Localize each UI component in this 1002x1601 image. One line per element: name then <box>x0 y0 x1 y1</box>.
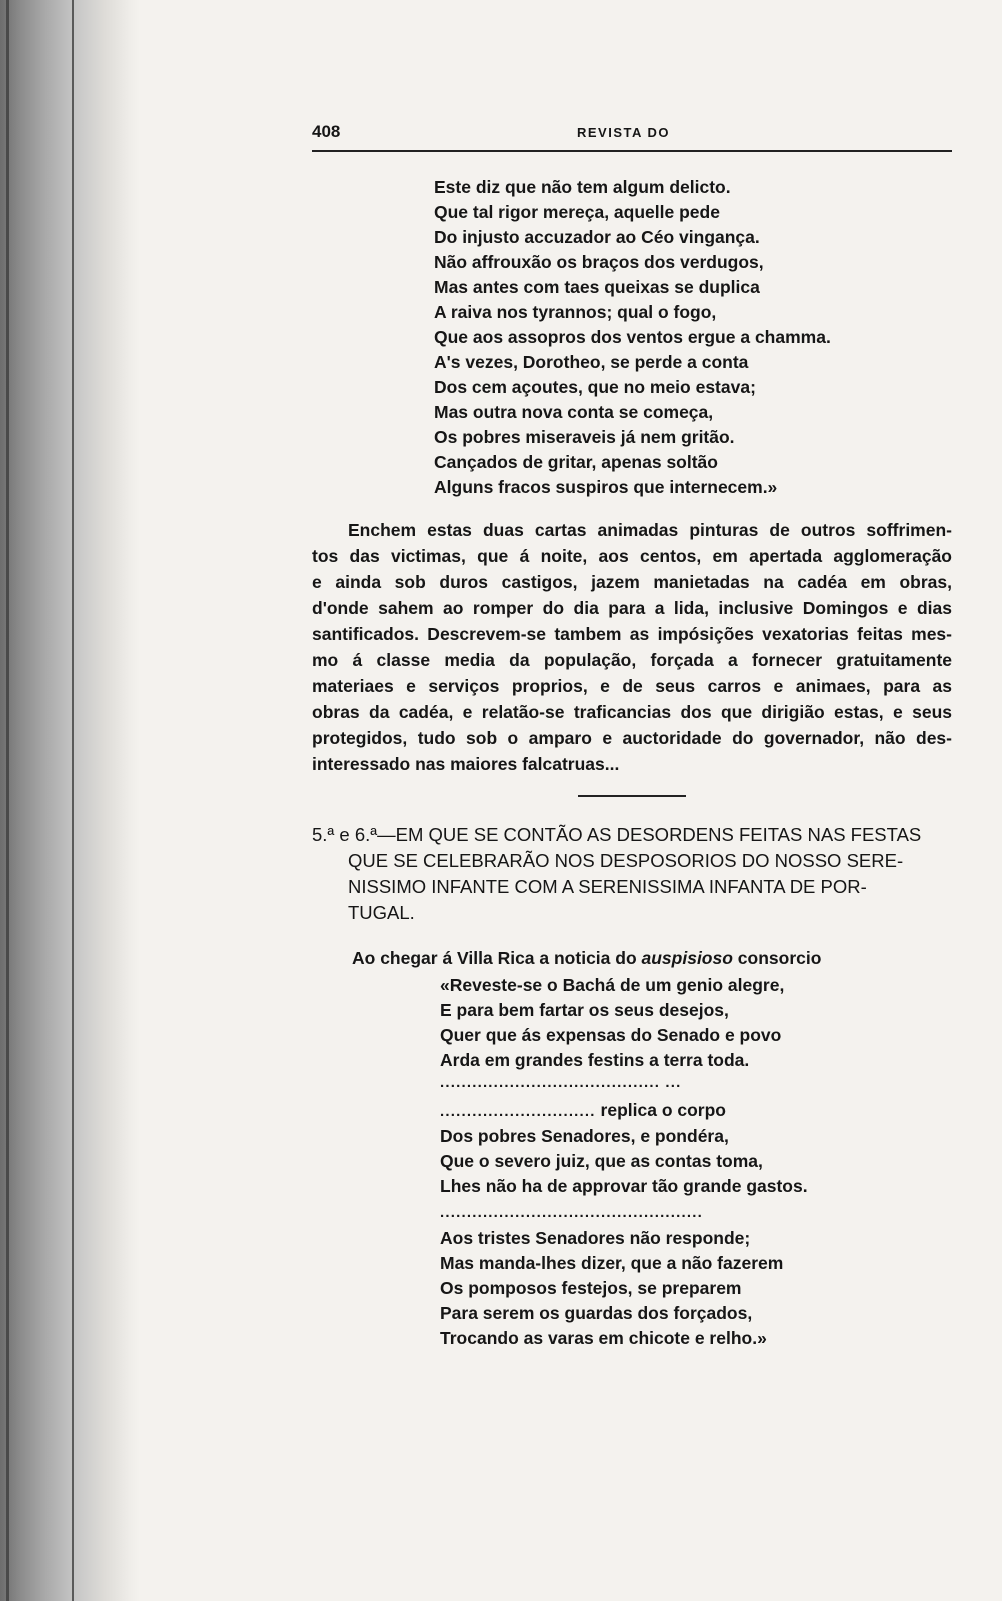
verse-line: Para serem os guardas dos forçados, <box>440 1303 753 1323</box>
verse-line: Dos cem açoutes, que no meio estava; <box>434 377 756 397</box>
prose-line: e ainda sob duros castigos, jazem manietadas na cadéa em obras, <box>312 572 952 592</box>
header-rule <box>312 150 952 152</box>
prose-line: Enchem estas duas cartas animadas pinturas de outros soffrimen- <box>348 520 952 540</box>
prose-line: obras da cadéa, e relatão-se traficancias dos que dirigião estas, e seus <box>312 702 952 722</box>
verse-line: Cançados de gritar, apenas soltão <box>434 452 718 472</box>
verse-line: Que aos assopros dos ventos ergue a chamma. <box>434 327 831 347</box>
heading-line: TUGAL. <box>348 902 415 923</box>
verse-line: Os pomposos festejos, se preparem <box>440 1278 742 1298</box>
prose-line: interessado nas maiores falcatruas... <box>312 754 620 774</box>
ellipsis-line: ......................................... ... <box>440 1074 682 1091</box>
heading-line: 5.ª e 6.ª—EM QUE SE CONTÃO AS DESORDENS FEITAS NAS FESTAS <box>312 824 922 845</box>
gutter-edge-line <box>6 0 9 1601</box>
verse-line: Arda em grandes festins a terra toda. <box>440 1050 750 1070</box>
verse-line: Este diz que não tem algum delicto. <box>434 177 731 197</box>
gutter-fold-line <box>72 0 74 1601</box>
heading-line: QUE SE CELEBRARÃO NOS DESPOSORIOS DO NOSSO SERE- <box>348 850 904 871</box>
verse-line: E para bem fartar os seus desejos, <box>440 1000 729 1020</box>
verse-line: Os pobres miseraveis já nem gritão. <box>434 427 735 447</box>
verse-line: Do injusto accuzador ao Céo vingança. <box>434 227 760 247</box>
verse-line: Que o severo juiz, que as contas toma, <box>440 1151 763 1171</box>
verse-line: Dos pobres Senadores, e pondéra, <box>440 1126 729 1146</box>
heading-line: NISSIMO INFANTE COM A SERENISSIMA INFANTA DE POR- <box>348 876 867 897</box>
verse-line: Mas antes com taes queixas se duplica <box>434 277 760 297</box>
verse-line: A raiva nos tyrannos; qual o fogo, <box>434 302 717 322</box>
verse-line: Não affrouxão os braços dos verdugos, <box>434 252 764 272</box>
verse-fragment: replica o corpo <box>600 1100 726 1120</box>
verse-line: Que tal rigor mereça, aquelle pede <box>434 202 720 222</box>
verse-line: Lhes não ha de approvar tão grande gastos. <box>440 1176 808 1196</box>
prose-line: materiaes e serviços proprios, e de seus carros e animaes, para as <box>312 676 952 696</box>
prose-line: d'onde sahem ao romper do dia para a lida, inclusive Domingos e dias <box>312 598 952 618</box>
book-gutter-shadow <box>0 0 140 1601</box>
verse-line: Mas outra nova conta se começa, <box>434 402 714 422</box>
intro-italic-word: auspisioso <box>641 948 733 968</box>
verse-line: Quer que ás expensas do Senado e povo <box>440 1025 782 1045</box>
section-divider <box>578 795 686 797</box>
prose-line: mo á classe media da população, forçada a fornecer gratuitamente <box>312 650 952 670</box>
ellipsis-line: ................................................. <box>440 1204 704 1221</box>
verse-line-with-dots <box>440 1098 726 1124</box>
page-number: 408 <box>312 122 341 141</box>
intro-line <box>352 946 821 970</box>
intro-text-end: consorcio <box>732 948 822 968</box>
verse-line: Trocando as varas em chicote e relho.» <box>440 1328 767 1348</box>
page-header <box>312 120 952 146</box>
verse-line: Mas manda-lhes dizer, que a não fazerem <box>440 1253 784 1273</box>
prose-line: santificados. Descrevem-se tambem as impósições vexatorias feitas mes- <box>312 624 952 644</box>
running-title: REVISTA DO <box>577 125 671 140</box>
prose-line: tos das victimas, que á noite, aos centos, em apertada agglomeração <box>312 546 952 566</box>
ellipsis-lead: ............................. <box>440 1103 596 1120</box>
verse-line: Alguns fracos suspiros que internecem.» <box>434 477 778 497</box>
verse-line: Aos tristes Senadores não responde; <box>440 1228 751 1248</box>
verse-line: «Reveste-se o Bachá de um genio alegre, <box>440 975 785 995</box>
prose-line: protegidos, tudo sob o amparo e auctoridade do governador, não des- <box>312 728 952 748</box>
intro-text: Ao chegar á Villa Rica a noticia do <box>352 948 642 968</box>
verse-line: A's vezes, Dorotheo, se perde a conta <box>434 352 749 372</box>
